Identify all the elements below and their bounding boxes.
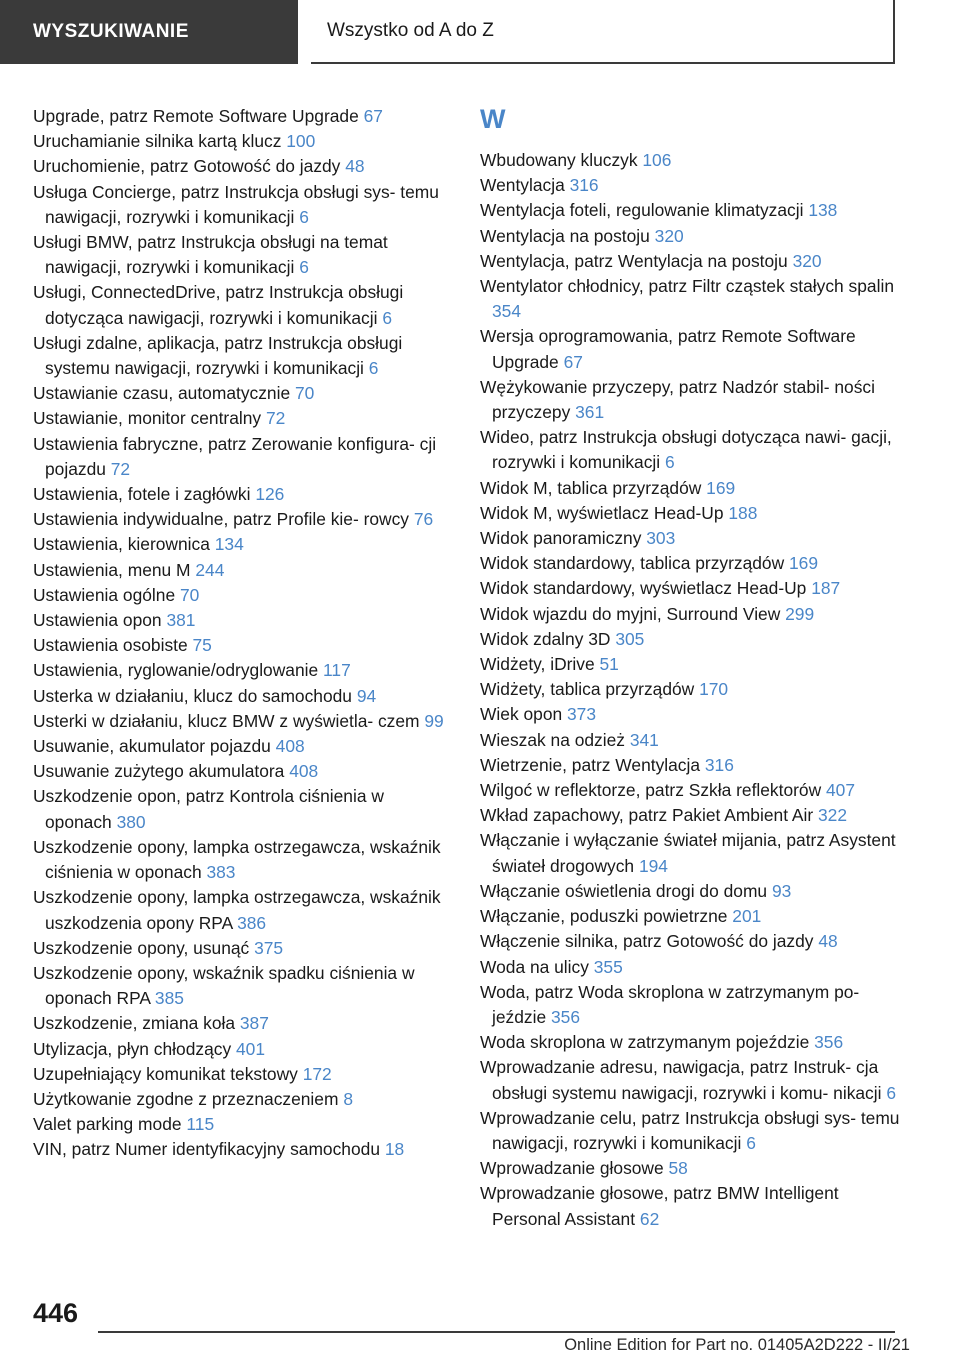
index-entry xyxy=(33,406,453,431)
index-entry-text: Widok wjazdu do myjni, Surround View xyxy=(480,603,781,624)
index-page-link[interactable]: 58 xyxy=(668,1158,688,1179)
index-entry xyxy=(33,180,453,230)
index-page-link[interactable]: 70 xyxy=(179,584,200,605)
index-entry xyxy=(33,1062,453,1087)
index-entry-text: Ustawienia opon xyxy=(33,610,162,631)
index-entry-text: Usługi, ConnectedDrive, patrz Instrukcja obsługi dotycząca nawigacji, rozrywki i komunikacji xyxy=(33,282,404,328)
index-page-link[interactable]: 316 xyxy=(569,175,599,196)
index-entry xyxy=(33,129,453,154)
index-entry xyxy=(33,558,453,583)
index-entry xyxy=(33,608,453,633)
index-entry xyxy=(33,331,453,381)
index-entry xyxy=(33,1112,453,1137)
index-entry-text: Włączanie i wyłączanie świateł mijania, patrz Asystent świateł drogowych xyxy=(480,830,896,876)
index-entry-text: Uszkodzenie, zmiana koła xyxy=(33,1013,236,1034)
index-page-link[interactable]: 341 xyxy=(629,729,659,750)
index-entry xyxy=(480,324,900,374)
index-entry xyxy=(33,835,453,885)
index-page-link[interactable]: 48 xyxy=(345,156,365,177)
index-page-link[interactable]: 75 xyxy=(192,635,212,656)
index-page-link[interactable]: 94 xyxy=(356,685,377,706)
index-entry xyxy=(480,425,900,475)
index-page-link[interactable]: 305 xyxy=(615,628,645,649)
index-entry xyxy=(33,154,453,179)
index-page-link[interactable]: 387 xyxy=(239,1013,269,1034)
index-page-link[interactable]: 100 xyxy=(286,131,316,152)
index-entry-text: Wprowadzanie głosowe xyxy=(480,1158,664,1179)
index-page-link[interactable]: 169 xyxy=(788,553,818,574)
index-page-link[interactable]: 299 xyxy=(785,603,815,624)
index-page-link[interactable]: 373 xyxy=(567,704,597,725)
index-entry xyxy=(480,224,900,249)
index-entry-text: Upgrade, patrz Remote Software Upgrade xyxy=(33,106,359,126)
index-entry xyxy=(480,778,900,803)
index-entry-text: Usługi BMW, patrz Instrukcja obsługi na temat nawigacji, rozrywki i komunikacji xyxy=(33,232,388,278)
index-entry-text: Wprowadzanie adresu, nawigacja, patrz Instruk- cja obsługi systemu nawigacji, rozrywki i komu- nikacji xyxy=(480,1057,882,1103)
index-page-link[interactable]: 72 xyxy=(265,408,286,429)
index-entry-text: Wentylacja, patrz Wentylacja na postoju xyxy=(480,250,788,271)
index-entry xyxy=(33,583,453,608)
index-page-link[interactable]: 115 xyxy=(186,1114,215,1135)
index-entry xyxy=(33,885,453,935)
index-page-link[interactable]: 51 xyxy=(599,654,619,675)
index-entry xyxy=(33,658,453,683)
index-page-link[interactable]: 62 xyxy=(639,1208,660,1229)
index-column-right xyxy=(480,104,900,1232)
index-entry xyxy=(480,828,900,878)
index-entry-text: Widok standardowy, tablica przyrządów xyxy=(480,553,785,574)
index-entry-text: Włączanie, poduszki powietrzne xyxy=(480,906,728,927)
index-entry-text: Włączenie silnika, patrz Gotowość do jazdy xyxy=(480,931,814,952)
index-entry-text: Ustawienia osobiste xyxy=(33,635,188,656)
index-entry xyxy=(480,702,900,727)
index-entry-text: Ustawienia, fotele i zagłówki xyxy=(33,484,251,505)
index-entry xyxy=(33,1137,453,1162)
index-page-link[interactable]: 172 xyxy=(302,1063,332,1084)
footer-edition: Online Edition for Part no. 01405A2D222 - II/21 xyxy=(564,1336,910,1354)
index-page-link[interactable]: 134 xyxy=(214,534,244,555)
index-page-link[interactable]: 126 xyxy=(255,484,285,505)
index-entry-text: Utylizacja, płyn chłodzący xyxy=(33,1038,232,1059)
index-entry-text: Valet parking mode xyxy=(33,1114,182,1135)
index-entry-text: Ustawienia, menu M xyxy=(33,559,191,580)
index-entry-text: Użytkowanie zgodne z przeznaczeniem xyxy=(33,1088,339,1109)
index-entry-text: Ustawianie czasu, automatycznie xyxy=(33,383,291,404)
section-tab xyxy=(0,0,298,64)
index-entry xyxy=(480,728,900,753)
index-entry xyxy=(33,759,453,784)
index-entry xyxy=(33,709,453,734)
index-entry xyxy=(33,734,453,759)
index-page-link[interactable]: 381 xyxy=(166,610,196,631)
index-entry xyxy=(480,1181,900,1231)
index-page-link[interactable]: 6 xyxy=(368,358,379,379)
index-page-link[interactable]: 354 xyxy=(492,301,522,322)
index-page-link[interactable]: 6 xyxy=(299,206,309,227)
index-page-link[interactable]: 6 xyxy=(886,1082,896,1103)
index-entry xyxy=(480,526,900,551)
index-entry-text: Woda na ulicy xyxy=(480,956,589,977)
index-entry-text: Widok M, tablica przyrządów xyxy=(480,477,702,498)
index-entry xyxy=(33,280,453,330)
index-page-link[interactable]: 187 xyxy=(811,578,841,599)
index-page-link[interactable]: 67 xyxy=(563,351,583,372)
index-entry xyxy=(33,684,453,709)
index-entry-text: Wkład zapachowy, patrz Pakiet Ambient Air xyxy=(480,805,814,826)
index-entry xyxy=(33,936,453,961)
index-page-link[interactable]: 8 xyxy=(343,1088,353,1109)
index-entry-text: Wężykowanie przyczepy, patrz Nadzór stabil- ności przyczepy xyxy=(480,376,875,423)
index-entry-text: Woda skroplona w zatrzymanym pojeździe xyxy=(480,1032,810,1053)
index-entry-text: Uszkodzenie opon, patrz Kontrola ciśnienia w oponach xyxy=(33,786,384,832)
index-entry-text: Widżety, iDrive xyxy=(480,654,595,675)
index-page-link[interactable]: 6 xyxy=(382,307,392,328)
index-entry-text: Woda, patrz Woda skroplona w zatrzymanym po- jeździe xyxy=(480,981,860,1027)
index-entry-text: Ustawienia indywidualne, patrz Profile kie- rowcy xyxy=(33,509,409,530)
index-entry-text: Uszkodzenie opony, wskaźnik spadku ciśnienia w oponach RPA xyxy=(33,962,415,1009)
index-list-right xyxy=(480,148,900,1232)
index-entry-text: Wbudowany kluczyk xyxy=(480,150,638,170)
index-entry-text: Ustawienia fabryczne, patrz Zerowanie konfigura- cji pojazdu xyxy=(33,433,437,479)
index-entry-text: Wentylacja xyxy=(480,175,565,196)
index-entry xyxy=(33,482,453,507)
index-entry xyxy=(33,1087,453,1112)
index-entry xyxy=(480,249,900,274)
index-entry xyxy=(480,1156,900,1181)
index-page-link[interactable]: 401 xyxy=(236,1038,266,1059)
index-page-link[interactable]: 375 xyxy=(254,937,284,958)
index-page-link[interactable]: 383 xyxy=(206,862,236,883)
index-entry-text: Wentylacja foteli, regulowanie klimatyzacji xyxy=(480,200,804,221)
index-entry xyxy=(33,532,453,557)
index-page-link[interactable]: 194 xyxy=(638,855,668,876)
index-entry-text: Uzupełniający komunikat tekstowy xyxy=(33,1063,298,1084)
index-entry xyxy=(480,929,900,954)
index-entry xyxy=(480,476,900,501)
index-entry-text: Usługa Concierge, patrz Instrukcja obsługi sys- temu nawigacji, rozrywki i komunikacji xyxy=(33,181,439,227)
index-entry-text: Widok M, wyświetlacz Head-Up xyxy=(480,502,724,523)
index-page-link[interactable]: 6 xyxy=(746,1132,756,1153)
index-entry-text: Widok panoramiczny xyxy=(480,528,642,549)
index-entry xyxy=(33,633,453,658)
index-page-link[interactable]: 72 xyxy=(110,458,131,479)
page-title: Wszystko od A do Z xyxy=(327,20,494,41)
index-entry-text: Wprowadzanie głosowe, patrz BMW Intelligent Personal Assistant xyxy=(480,1183,839,1229)
index-entry-text: Ustawianie, monitor centralny xyxy=(33,408,262,429)
index-page-link[interactable]: 117 xyxy=(323,660,351,681)
index-page-link[interactable]: 138 xyxy=(808,200,838,221)
index-entry-text: Włączanie oświetlenia drogi do domu xyxy=(480,880,768,901)
index-entry-text: Wideo, patrz Instrukcja obsługi dotycząca nawi- gacji, rozrywki i komunikacji xyxy=(480,427,892,473)
index-entry xyxy=(480,980,900,1030)
index-page-link[interactable]: 67 xyxy=(363,106,383,126)
index-entry xyxy=(480,904,900,929)
section-label: WYSZUKIWANIE xyxy=(33,21,189,42)
index-entry xyxy=(480,753,900,778)
index-page-link[interactable]: 356 xyxy=(814,1032,844,1053)
index-entry xyxy=(480,173,900,198)
index-entry xyxy=(480,803,900,828)
index-page-link[interactable]: 48 xyxy=(818,931,838,952)
index-page-link[interactable]: 99 xyxy=(424,710,444,731)
index-entry xyxy=(33,507,453,532)
index-page-link[interactable]: 385 xyxy=(154,988,184,1009)
index-entry xyxy=(33,961,453,1011)
index-entry-text: VIN, patrz Numer identyfikacyjny samochodu xyxy=(33,1139,380,1160)
index-page-link[interactable]: 93 xyxy=(771,880,792,901)
index-entry xyxy=(33,784,453,834)
index-page-link[interactable]: 303 xyxy=(646,528,676,549)
index-page-link[interactable]: 106 xyxy=(642,150,672,170)
index-entry xyxy=(480,551,900,576)
index-entry-text: Usterka w działaniu, klucz do samochodu xyxy=(33,685,352,706)
index-entry-text: Usuwanie zużytego akumulatora xyxy=(33,761,285,782)
index-page-link[interactable]: 355 xyxy=(593,956,623,977)
index-entry xyxy=(33,104,453,129)
index-entry xyxy=(480,576,900,601)
footer-divider xyxy=(98,1331,895,1333)
index-page-link[interactable]: 361 xyxy=(575,402,605,423)
index-page-link[interactable]: 244 xyxy=(195,559,225,580)
index-entry-text: Wprowadzanie celu, patrz Instrukcja obsługi sys- temu nawigacji, rozrywki i komunikacji xyxy=(480,1107,900,1153)
index-entry xyxy=(480,627,900,652)
index-column-left xyxy=(33,104,453,1163)
index-page-link[interactable]: 380 xyxy=(116,811,146,832)
section-letter: W xyxy=(480,104,506,134)
index-entry xyxy=(480,1106,900,1156)
index-entry xyxy=(33,432,453,482)
index-entry-text: Usterki w działaniu, klucz BMW z wyświetla- czem xyxy=(33,710,420,731)
index-page-link[interactable]: 170 xyxy=(699,679,729,700)
index-entry-text: Usuwanie, akumulator pojazdu xyxy=(33,736,271,757)
index-entry-text: Uruchomienie, patrz Gotowość do jazdy xyxy=(33,156,341,177)
index-entry xyxy=(480,677,900,702)
index-entry-text: Wentylator chłodnicy, patrz Filtr cząstek stałych spalin xyxy=(480,276,894,297)
index-entry-text: Wersja oprogramowania, patrz Remote Software Upgrade xyxy=(480,326,856,372)
index-entry-text: Widok standardowy, wyświetlacz Head-Up xyxy=(480,578,807,599)
index-entry-text: Wietrzenie, patrz Wentylacja xyxy=(480,754,701,775)
index-entry-text: Ustawienia, ryglowanie/odryglowanie xyxy=(33,660,319,681)
index-entry xyxy=(480,1055,900,1105)
index-page-link[interactable]: 386 xyxy=(237,912,267,933)
index-entry-text: Wentylacja na postoju xyxy=(480,225,650,246)
index-page-link[interactable]: 6 xyxy=(664,452,675,473)
index-page-link[interactable]: 320 xyxy=(654,225,684,246)
index-entry xyxy=(480,879,900,904)
index-entry-text: Uszkodzenie opony, usunąć xyxy=(33,937,250,958)
index-entry xyxy=(480,602,900,627)
index-page-link[interactable]: 316 xyxy=(704,754,734,775)
index-entry xyxy=(480,955,900,980)
index-entry-text: Wiek opon xyxy=(480,704,563,725)
index-entry xyxy=(480,148,900,173)
index-page-link[interactable]: 320 xyxy=(792,250,822,271)
index-page-link[interactable]: 70 xyxy=(294,383,315,404)
index-entry-text: Wilgoć w reflektorze, patrz Szkła reflektorów xyxy=(480,780,822,801)
index-page-link[interactable]: 356 xyxy=(550,1006,580,1027)
index-page-link[interactable]: 169 xyxy=(706,477,736,498)
index-entry-text: Widżety, tablica przyrządów xyxy=(480,679,695,700)
index-entry xyxy=(33,1011,453,1036)
index-entry-text: Ustawienia ogólne xyxy=(33,584,176,605)
index-page-link[interactable]: 6 xyxy=(299,257,309,278)
index-entry-text: Uszkodzenie opony, lampka ostrzegawcza, wskaźnik uszkodzenia opony RPA xyxy=(33,887,441,933)
index-entry xyxy=(480,274,900,324)
index-page-link[interactable]: 322 xyxy=(818,805,848,826)
index-entry-text: Ustawienia, kierownica xyxy=(33,534,210,555)
index-page-link[interactable]: 76 xyxy=(413,509,434,530)
index-entry xyxy=(480,198,900,223)
index-page-link[interactable]: 407 xyxy=(826,780,856,801)
index-page-link[interactable]: 408 xyxy=(275,736,305,757)
index-entry xyxy=(480,1030,900,1055)
index-entry-text: Uszkodzenie opony, lampka ostrzegawcza, wskaźnik ciśnienia w oponach xyxy=(33,836,441,883)
index-page-link[interactable]: 188 xyxy=(728,502,758,523)
header-title-box xyxy=(311,0,895,64)
index-entry-text: Widok zdalny 3D xyxy=(480,628,611,649)
index-entry-text: Uruchamianie silnika kartą klucz xyxy=(33,131,282,152)
page-number: 446 xyxy=(33,1298,79,1328)
index-entry-text: Wieszak na odzież xyxy=(480,729,625,750)
index-page-link[interactable]: 201 xyxy=(732,906,762,927)
index-entry xyxy=(33,230,453,280)
index-page-link[interactable]: 408 xyxy=(289,761,319,782)
index-entry xyxy=(480,501,900,526)
index-entry xyxy=(480,375,900,425)
index-entry-text: Usługi zdalne, aplikacja, patrz Instrukcja obsługi systemu nawigacji, rozrywki i komunikacji xyxy=(33,332,403,379)
index-entry xyxy=(33,381,453,406)
index-page-link[interactable]: 18 xyxy=(384,1139,405,1160)
index-entry xyxy=(33,1037,453,1062)
index-entry xyxy=(480,652,900,677)
